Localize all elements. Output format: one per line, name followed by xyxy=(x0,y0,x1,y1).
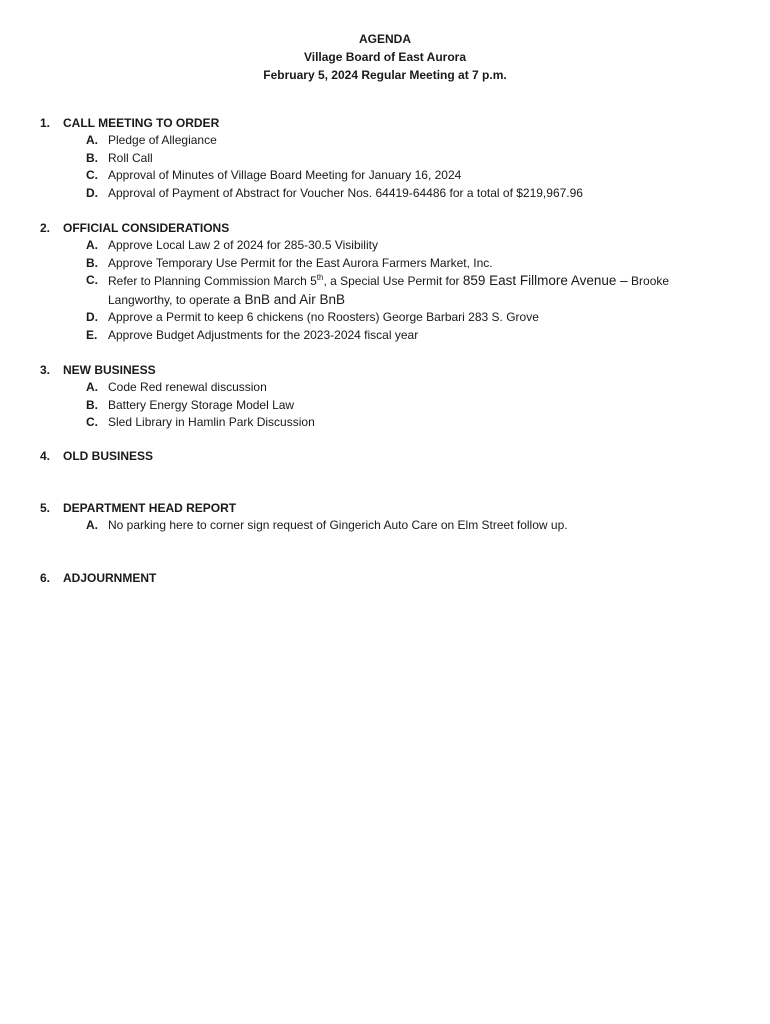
agenda-item xyxy=(40,255,740,273)
item-letter: C. xyxy=(86,415,98,429)
agenda-header xyxy=(0,30,770,84)
item-text-part: , a Special Use Permit for xyxy=(323,274,463,288)
section-number: 6. xyxy=(40,571,51,585)
item-text-part: a BnB and Air BnB xyxy=(233,291,346,307)
item-text: Approve Local Law 2 of 2024 for 285-30.5 Visibility xyxy=(108,238,378,252)
section-title xyxy=(40,500,740,517)
item-letter: A. xyxy=(86,238,98,252)
agenda-item xyxy=(40,397,740,415)
section-call-meeting-to-order xyxy=(40,115,740,202)
section-number: 5. xyxy=(40,501,51,515)
section-title-text: ADJOURNMENT xyxy=(63,571,157,585)
agenda-title: AGENDA xyxy=(358,32,411,46)
agenda-item xyxy=(40,379,740,397)
section-title-text: OLD BUSINESS xyxy=(63,449,154,463)
section-title xyxy=(40,448,740,465)
item-text: Approve Budget Adjustments for the 2023-2024 fiscal year xyxy=(108,327,419,342)
section-number: 4. xyxy=(40,449,51,463)
item-text: Approve Temporary Use Permit for the East Aurora Farmers Market, Inc. xyxy=(108,255,493,270)
item-letter: B. xyxy=(86,255,98,270)
item-address: 859 East Fillmore Avenue – xyxy=(462,273,628,288)
section-number: 3. xyxy=(40,363,51,377)
section-old-business xyxy=(40,448,740,465)
item-text: Approval of Payment of Abstract for Voucher Nos. 64419-64486 for a total of $219,967.96 xyxy=(108,185,583,200)
section-adjournment xyxy=(40,570,740,587)
section-number: 2. xyxy=(40,221,51,235)
item-text: Code Red renewal discussion xyxy=(108,380,267,394)
item-letter: A. xyxy=(86,133,98,147)
agenda-item xyxy=(40,272,688,309)
section-title-text: DEPARTMENT HEAD REPORT xyxy=(63,501,237,515)
item-text: Pledge of Allegiance xyxy=(108,133,217,147)
section-title-text: CALL MEETING TO ORDER xyxy=(63,116,220,130)
item-text: Battery Energy Storage Model Law xyxy=(108,397,295,412)
section-title-text: NEW BUSINESS xyxy=(63,363,156,377)
board-name: Village Board of East Aurora xyxy=(303,50,467,64)
item-text: Sled Library in Hamlin Park Discussion xyxy=(108,415,315,429)
section-new-business xyxy=(40,362,740,432)
item-letter: C. xyxy=(86,168,98,182)
section-title xyxy=(40,570,740,587)
ordinal-suffix: th xyxy=(316,273,324,282)
item-letter: E. xyxy=(86,327,98,342)
item-letter: D. xyxy=(86,185,98,200)
section-department-head-report xyxy=(40,500,740,535)
meeting-date: February 5, 2024 Regular Meeting at 7 p.m. xyxy=(263,68,507,82)
item-text: Approval of Minutes of Village Board Meeting for January 16, 2024 xyxy=(108,168,462,182)
agenda-item xyxy=(40,309,740,327)
section-title xyxy=(40,220,740,237)
section-title-text: OFFICIAL CONSIDERATIONS xyxy=(63,221,230,235)
item-text-part: Brooke Langworthy, to operate xyxy=(108,274,670,307)
agenda-item xyxy=(40,414,740,432)
item-text: Approve a Permit to keep 6 chickens (no Roosters) George Barbari 283 S. Grove xyxy=(108,310,539,324)
agenda-item xyxy=(40,327,740,345)
item-letter: A. xyxy=(86,380,98,394)
item-letter: B. xyxy=(86,397,98,412)
item-text: Roll Call xyxy=(108,150,153,165)
item-letter: D. xyxy=(86,310,98,324)
item-text-part: Refer to Planning Commission March 5 xyxy=(108,274,317,288)
agenda-item xyxy=(40,185,740,203)
section-number: 1. xyxy=(40,116,51,130)
agenda-item xyxy=(40,132,740,150)
section-official-considerations xyxy=(40,220,740,344)
item-letter: B. xyxy=(86,150,98,165)
agenda-item xyxy=(40,150,740,168)
agenda-item xyxy=(40,167,740,185)
item-text: No parking here to corner sign request of Gingerich Auto Care on Elm Street follow up. xyxy=(108,518,568,532)
agenda-item xyxy=(40,517,740,535)
section-title xyxy=(40,362,740,379)
agenda-item xyxy=(40,237,740,255)
section-title xyxy=(40,115,740,132)
item-letter: C. xyxy=(86,273,98,287)
item-letter: A. xyxy=(86,518,98,532)
